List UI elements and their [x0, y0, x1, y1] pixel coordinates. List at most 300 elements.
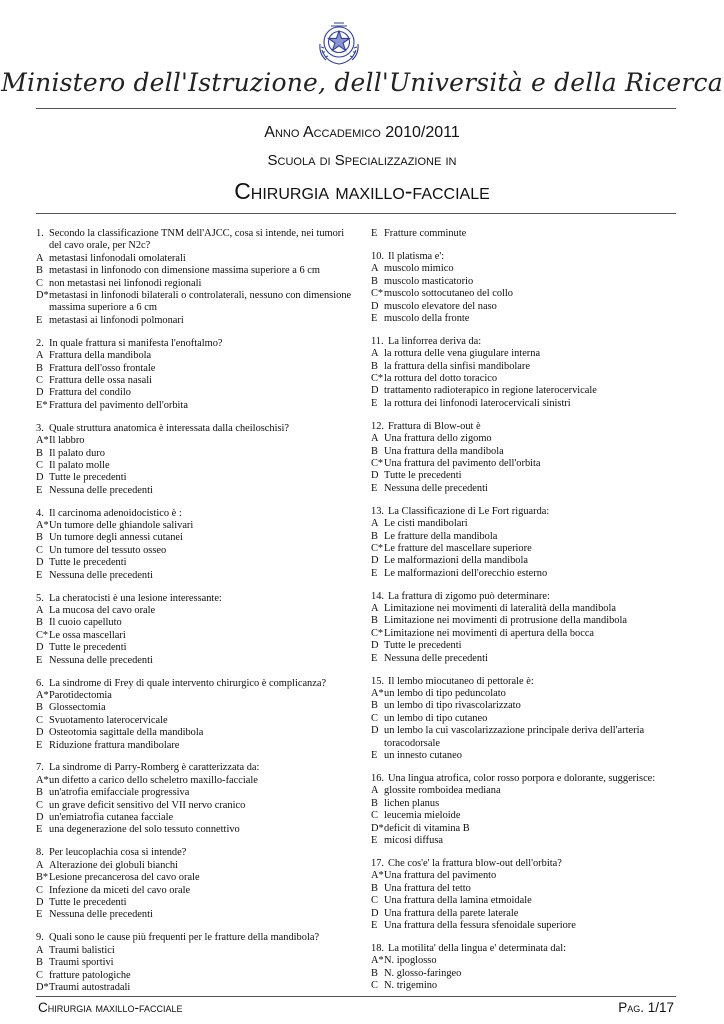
question — [371, 943, 689, 993]
question-text — [36, 508, 354, 520]
option-text: un'emiatrofia cutanea facciale — [49, 812, 174, 824]
option-text: deficit di vitamina B — [384, 822, 470, 834]
answer-option — [371, 398, 689, 410]
option-text: un innesto cutaneo — [384, 750, 462, 762]
option-letter: E — [371, 312, 378, 324]
option-letter: D — [36, 727, 44, 739]
question-text — [371, 506, 689, 518]
answer-option — [36, 375, 354, 387]
question-number: 10. — [371, 250, 384, 262]
answer-option — [371, 603, 689, 615]
question-prompt: Il platisma e': — [388, 250, 445, 262]
option-letter: B — [371, 797, 378, 809]
option-text: un grave deficit sensitivo del VII nervo cranico — [49, 799, 246, 811]
answer-option — [36, 970, 354, 982]
option-letter: E — [36, 314, 43, 326]
option-letter: C — [371, 810, 378, 822]
answer-option — [371, 348, 689, 360]
option-text: un lembo di tipo cutaneo — [384, 712, 488, 724]
option-text: muscolo masticatorio — [384, 275, 474, 287]
question-prompt: Una lingua atrofica, color rosso porpora e dolorante, suggerisce: — [388, 772, 656, 784]
questions-right-column — [371, 228, 689, 1003]
question-number: 11. — [371, 335, 384, 347]
option-letter: A — [36, 944, 44, 956]
option-text: Lesione precancerosa del cavo orale — [49, 872, 200, 884]
answer-option — [371, 361, 689, 373]
option-text: Fratture comminute — [384, 228, 467, 239]
option-text: metastasi ai linfonodi polmonari — [49, 314, 184, 326]
question — [36, 678, 354, 752]
answer-option — [36, 520, 354, 532]
option-letter: D — [36, 557, 44, 569]
option-letter: B — [371, 967, 378, 979]
republic-emblem-icon — [316, 18, 362, 68]
answer-option — [36, 315, 354, 327]
option-letter: A* — [371, 688, 384, 699]
option-text: Il palato duro — [49, 447, 105, 459]
option-letter: A — [371, 433, 379, 445]
question-text — [36, 847, 354, 859]
answer-option — [371, 531, 689, 543]
option-letter: C — [371, 712, 378, 724]
option-text: Una frattura della parete laterale — [384, 907, 519, 919]
option-letter: B — [36, 362, 43, 374]
option-letter: B — [36, 787, 43, 799]
option-letter: E — [371, 567, 378, 579]
question-text — [36, 338, 354, 350]
question-number: 2. — [36, 337, 44, 349]
option-letter: B — [371, 615, 378, 627]
question-prompt: Il lembo miocutaneo di pettorale è: — [388, 675, 534, 687]
question-prompt: Il carcinoma adenoidocistico è : — [49, 507, 182, 519]
option-text: metastasi linfonodali omolaterali — [49, 252, 186, 264]
answer-option — [371, 725, 689, 750]
option-text: Glossectomia — [49, 702, 106, 714]
option-text: un lembo di tipo rivascolarizzato — [384, 700, 521, 712]
option-text: la rottura delle vena giugulare interna — [384, 348, 541, 360]
answer-option — [36, 557, 354, 569]
answer-option — [36, 400, 354, 412]
answer-option — [36, 872, 354, 884]
option-text: non metastasi nei linfonodi regionali — [49, 277, 202, 289]
question-prompt: La Classificazione di Le Fort riguarda: — [388, 505, 550, 517]
option-letter: C — [36, 374, 43, 386]
answer-option — [371, 908, 689, 920]
option-text: muscolo mimico — [384, 263, 454, 275]
option-text: Limitazione nei movimenti di protrusione della mandibola — [384, 615, 627, 627]
option-letter: E — [36, 484, 43, 496]
answer-option — [371, 433, 689, 445]
option-text: metastasi in linfonodo con dimensione massima superiore a 6 cm — [49, 265, 320, 277]
answer-option — [36, 605, 354, 617]
question-text — [371, 336, 689, 348]
option-text: N. trigemino — [384, 980, 438, 992]
option-text: Tutte le precedenti — [49, 557, 127, 569]
option-letter: D — [36, 642, 44, 654]
answer-option — [36, 655, 354, 667]
option-letter: D — [371, 907, 379, 919]
question-number: 15. — [371, 675, 384, 687]
option-text: Le fratture del mascellare superiore — [384, 542, 532, 554]
question — [36, 338, 354, 412]
question-number: 16. — [371, 772, 384, 784]
option-text: glossite romboidea mediana — [384, 785, 501, 797]
answer-option — [36, 350, 354, 362]
question — [36, 762, 354, 836]
question-prompt: Quali sono le cause più frequenti per le fratture della mandibola? — [49, 932, 320, 944]
option-letter: B — [36, 447, 43, 459]
answer-option — [371, 835, 689, 847]
option-text: Nessuna delle precedenti — [384, 482, 488, 494]
answer-option — [36, 957, 354, 969]
ministry-title: Ministero dell'Istruzione, dell'Università e della Ricerca — [1, 68, 723, 97]
option-letter: D — [36, 812, 44, 824]
option-text: Limitazione nei movimenti di lateralità della mandibola — [384, 603, 616, 615]
question-number: 7. — [36, 762, 44, 774]
question — [36, 847, 354, 921]
option-letter: B — [36, 617, 43, 629]
question-prompt: Per leucoplachia cosa si intende? — [49, 847, 187, 859]
answer-option — [371, 446, 689, 458]
answer-option — [371, 543, 689, 555]
option-text: un lembo di tipo peduncolato — [384, 688, 506, 699]
option-text: la frattura della sinfisi mandibolare — [384, 360, 530, 372]
answer-option — [36, 290, 354, 315]
answer-option — [371, 700, 689, 712]
question-text — [371, 591, 689, 603]
answer-option — [371, 615, 689, 627]
option-letter: C* — [371, 458, 384, 469]
option-text: muscolo della fronte — [384, 312, 470, 324]
question-prompt: Frattura di Blow-out è — [388, 420, 481, 432]
answer-option — [36, 715, 354, 727]
question-text — [371, 858, 689, 870]
answer-option — [36, 909, 354, 921]
option-letter: E — [371, 919, 378, 931]
option-text: metastasi in linfonodi bilaterali o controlaterali, nessuno con dimensione massima superiore a 6 cm — [49, 290, 352, 314]
answer-option — [36, 460, 354, 472]
question-prompt: La motilita' della lingua e' determinata dal: — [388, 942, 567, 954]
option-letter: E — [371, 397, 378, 409]
question-prompt: La linforrea deriva da: — [388, 335, 482, 347]
option-text: Il palato molle — [49, 459, 110, 471]
option-letter: E — [36, 909, 43, 921]
academic-year: Anno Accademico 2010/2011 — [264, 124, 460, 141]
option-text: Frattura del condilo — [49, 387, 131, 399]
option-text: un difetto a carico dello scheletro maxillo-facciale — [49, 774, 258, 786]
option-letter: D — [371, 385, 379, 397]
answer-option — [36, 472, 354, 484]
option-text: Una frattura della lamina etmoidale — [384, 895, 532, 907]
footer-divider — [36, 996, 676, 997]
option-letter: A* — [36, 435, 49, 447]
answer-option — [36, 642, 354, 654]
question-text — [371, 676, 689, 688]
answer-option — [36, 545, 354, 557]
question-text — [371, 421, 689, 433]
option-text: Riduzione frattura mandibolare — [49, 739, 180, 751]
option-text: una degenerazione del solo tessuto connettivo — [49, 824, 240, 836]
option-text: Infezione da miceti del cavo orale — [49, 884, 191, 896]
option-letter: A* — [36, 774, 49, 786]
question-prompt: La sindrome di Parry-Romberg è caratterizzata da: — [49, 762, 260, 774]
question-prompt: In quale frattura si manifesta l'enoftalmo? — [49, 337, 223, 349]
answer-option — [371, 688, 689, 700]
subject-title: Chirurgia maxillo-facciale — [234, 178, 490, 204]
question-text — [36, 932, 354, 944]
option-letter: E — [371, 652, 378, 664]
answer-option — [371, 653, 689, 665]
option-text: Nessuna delle precedenti — [384, 652, 488, 664]
option-letter: A* — [36, 520, 49, 532]
answer-option — [36, 727, 354, 739]
option-text: un'atrofia emifacciale progressiva — [49, 787, 190, 799]
answer-option — [371, 555, 689, 567]
option-letter: E — [36, 654, 43, 666]
answer-option — [371, 750, 689, 762]
option-text: Tutte le precedenti — [384, 640, 462, 652]
option-text: N. glosso-faringeo — [384, 967, 462, 979]
option-text: muscolo elevatore del naso — [384, 300, 497, 312]
header-divider — [36, 108, 676, 109]
answer-option — [36, 278, 354, 290]
option-letter: B — [371, 275, 378, 287]
option-letter: D* — [36, 981, 49, 993]
answer-option — [371, 968, 689, 980]
answer-option — [371, 288, 689, 300]
answer-option — [36, 812, 354, 824]
answer-option — [371, 920, 689, 932]
question — [371, 336, 689, 410]
option-text: Frattura del pavimento dell'orbita — [49, 399, 188, 411]
question-number: 12. — [371, 420, 384, 432]
option-text: Tutte le precedenti — [49, 897, 127, 908]
option-text: Traumi balistici — [49, 944, 115, 956]
option-text: Nessuna delle precedenti — [49, 484, 153, 496]
answer-option — [36, 617, 354, 629]
question-prompt: La cheratocisti è una lesione interessante: — [49, 592, 222, 604]
option-text: Un tumore delle ghiandole salivari — [49, 520, 194, 532]
option-letter: A — [371, 785, 379, 797]
answer-option — [371, 810, 689, 822]
answer-option — [371, 883, 689, 895]
answer-option — [36, 435, 354, 447]
question-text — [36, 228, 354, 253]
question — [371, 773, 689, 847]
option-text: Parotidectomia — [49, 689, 112, 701]
answer-option — [371, 385, 689, 397]
option-text: N. ipoglosso — [384, 955, 437, 967]
option-letter: D — [36, 387, 44, 399]
question-number: 18. — [371, 942, 384, 954]
option-letter: B — [371, 530, 378, 542]
option-letter: E* — [36, 399, 48, 411]
answer-option — [36, 945, 354, 957]
question-number: 13. — [371, 505, 384, 517]
option-letter: E — [36, 739, 43, 751]
question-number: 3. — [36, 422, 44, 434]
question — [371, 228, 689, 240]
answer-option — [36, 860, 354, 872]
option-letter: B — [36, 957, 43, 969]
option-letter: E — [36, 569, 43, 581]
answer-option — [371, 373, 689, 385]
option-text: Limitazione nei movimenti di apertura della bocca — [384, 627, 595, 639]
option-letter: A — [36, 350, 44, 362]
question-number: 9. — [36, 932, 44, 944]
question — [371, 858, 689, 932]
option-letter: B — [36, 532, 43, 544]
answer-option — [36, 570, 354, 582]
option-text: Le ossa mascellari — [49, 629, 126, 641]
question — [371, 251, 689, 325]
answer-option — [371, 823, 689, 835]
answer-option — [371, 568, 689, 580]
option-letter: B — [371, 882, 378, 894]
question — [36, 932, 354, 994]
answer-option — [36, 824, 354, 836]
option-letter: C — [371, 980, 378, 992]
option-letter: D — [371, 470, 379, 482]
option-letter: D — [371, 725, 379, 737]
question-text — [36, 423, 354, 435]
option-letter: A — [36, 859, 44, 871]
option-letter: A* — [371, 870, 384, 882]
question-number: 17. — [371, 857, 384, 869]
option-letter: B — [371, 360, 378, 372]
question — [371, 676, 689, 763]
question-text — [36, 593, 354, 605]
option-text: Le fratture della mandibola — [384, 530, 498, 542]
option-letter: E — [371, 750, 378, 762]
answer-option — [36, 885, 354, 897]
option-letter: E — [371, 228, 378, 239]
answer-option — [371, 276, 689, 288]
question — [371, 421, 689, 495]
answer-option — [371, 798, 689, 810]
option-text: Tutte le precedenti — [49, 472, 127, 484]
option-letter: C — [371, 895, 378, 907]
answer-option — [36, 532, 354, 544]
option-text: la rottura del dotto toracico — [384, 373, 498, 385]
answer-option — [371, 470, 689, 482]
option-letter: C — [36, 969, 43, 981]
option-text: Una frattura del pavimento dell'orbita — [384, 458, 541, 469]
option-letter: D — [371, 640, 379, 652]
option-letter: A — [371, 603, 379, 615]
answer-option — [371, 713, 689, 725]
answer-option — [36, 485, 354, 497]
answer-option — [371, 628, 689, 640]
question-prompt: La sindrome di Frey di quale intervento chirurgico è complicanza? — [49, 677, 327, 689]
question — [36, 593, 354, 667]
question — [36, 228, 354, 327]
option-text: Le malformazioni della mandibola — [384, 555, 528, 567]
question-number: 8. — [36, 847, 44, 859]
question — [371, 591, 689, 665]
title-divider — [36, 213, 676, 214]
option-letter: D — [36, 897, 44, 908]
option-letter: D — [371, 300, 379, 312]
answer-option — [371, 895, 689, 907]
option-text: lichen planus — [384, 797, 440, 809]
option-text: Nessuna delle precedenti — [49, 909, 153, 921]
option-letter: C* — [371, 627, 384, 639]
answer-option — [36, 775, 354, 787]
question-text — [371, 773, 689, 785]
option-letter: D — [371, 555, 379, 567]
answer-option — [36, 897, 354, 909]
option-letter: D* — [371, 822, 384, 834]
option-text: Nessuna delle precedenti — [49, 569, 153, 581]
question-text — [36, 678, 354, 690]
answer-option — [36, 690, 354, 702]
option-text: leucemia mieloide — [384, 810, 461, 822]
question — [36, 508, 354, 582]
option-text: Frattura delle ossa nasali — [49, 374, 153, 386]
question-number: 14. — [371, 590, 384, 602]
option-text: Una frattura della fessura sfenoidale superiore — [384, 919, 576, 931]
option-text: Le cisti mandibolari — [384, 518, 468, 530]
answer-option — [36, 387, 354, 399]
option-letter: B* — [36, 872, 49, 884]
option-text: Nessuna delle precedenti — [49, 654, 153, 666]
question-prompt: Secondo la classificazione TNM dell'AJCC, cosa si intende, nei tumori del cavo orale, per N2c? — [49, 228, 345, 252]
footer-subject: Chirurgia maxillo-facciale — [38, 1000, 183, 1015]
questions-left-column — [36, 228, 354, 1005]
option-text: Alterazione dei globuli bianchi — [49, 859, 178, 871]
question — [36, 423, 354, 497]
answer-option — [36, 702, 354, 714]
answer-option — [371, 980, 689, 992]
option-letter: C — [36, 884, 43, 896]
answer-option — [371, 228, 689, 240]
answer-option — [371, 955, 689, 967]
question-number: 5. — [36, 592, 44, 604]
option-text: Frattura dell'osso frontale — [49, 362, 156, 374]
answer-option — [36, 740, 354, 752]
option-letter: C — [36, 459, 43, 471]
answer-option — [36, 265, 354, 277]
question-prompt: La frattura di zigomo può determinare: — [388, 590, 550, 602]
option-letter: B — [371, 700, 378, 712]
option-text: un lembo la cui vascolarizzazione principale deriva dell'arteria toracodorsale — [384, 725, 645, 749]
option-letter: C* — [371, 542, 384, 554]
school-title: Scuola di Specializzazione in — [267, 152, 457, 169]
page-number: Pag. 1/17 — [618, 1000, 674, 1015]
option-text: Il cuoio capelluto — [49, 617, 122, 629]
answer-option — [371, 483, 689, 495]
option-letter: C — [36, 277, 43, 289]
option-text: Una frattura dello zigomo — [384, 433, 492, 445]
answer-option — [36, 253, 354, 265]
option-letter: A* — [371, 955, 384, 967]
option-letter: A — [371, 348, 379, 360]
option-text: Un tumore degli annessi cutanei — [49, 532, 183, 544]
question-text — [36, 762, 354, 774]
question-prompt: Quale struttura anatomica è interessata dalla cheiloschisi? — [49, 422, 290, 434]
question-text — [371, 943, 689, 955]
option-letter: B — [371, 445, 378, 457]
option-text: muscolo sottocutaneo del collo — [384, 288, 513, 300]
question-number: 4. — [36, 507, 44, 519]
option-letter: C — [36, 714, 43, 726]
option-text: Il labbro — [49, 435, 85, 447]
option-letter: A* — [36, 689, 49, 701]
question-prompt: Che cos'e' la frattura blow-out dell'orbita? — [388, 857, 562, 869]
answer-option — [36, 363, 354, 375]
option-text: Frattura della mandibola — [49, 350, 152, 362]
